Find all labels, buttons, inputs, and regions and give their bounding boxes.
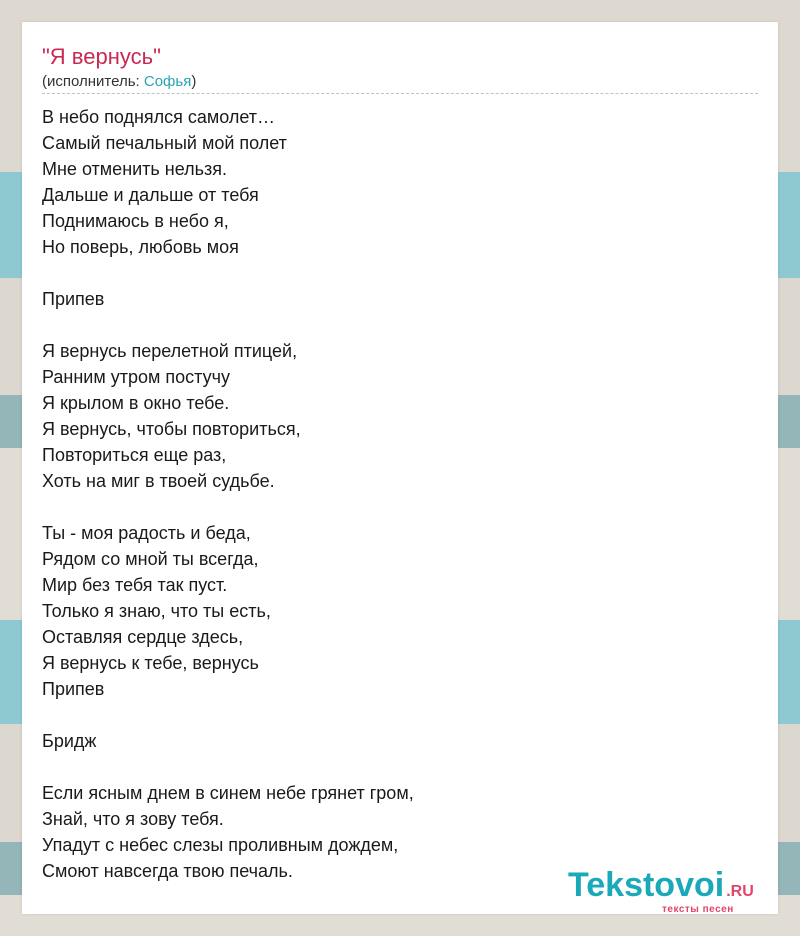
- site-logo[interactable]: [568, 866, 778, 914]
- lyric-line: Мне отменить нельзя.: [42, 159, 228, 179]
- lyric-blank-line: [42, 312, 414, 338]
- lyric-line: Смоют навсегда твою печаль.: [42, 861, 293, 881]
- lyric-line: Рядом со мной ты всегда,: [42, 549, 259, 569]
- lyric-line: Припев: [42, 289, 105, 309]
- lyric-line: Упадут с небес слезы проливным дождем,: [42, 835, 399, 855]
- lyric-line: Я вернусь, чтобы повториться,: [42, 419, 301, 439]
- lyric-line: В небо поднялся самолет…: [42, 107, 276, 127]
- lyric-blank-line: [42, 702, 414, 728]
- lyric-line: Мир без тебя так пуст.: [42, 575, 228, 595]
- lyric-line: Оставляя сердце здесь,: [42, 627, 244, 647]
- lyric-line: Я вернусь перелетной птицей,: [42, 341, 298, 361]
- lyric-line: Я вернусь к тебе, вернусь: [42, 653, 259, 673]
- artist-line: [42, 73, 196, 90]
- lyrics-body: [42, 104, 414, 884]
- logo-tld: .RU: [726, 883, 754, 900]
- lyric-line: Знай, что я зову тебя.: [42, 809, 224, 829]
- logo-tagline: тексты песен: [662, 904, 734, 915]
- lyric-line: Ранним утром постучу: [42, 367, 230, 387]
- lyric-line: Припев: [42, 679, 105, 699]
- lyric-line: Ты - моя радость и беда,: [42, 523, 251, 543]
- lyric-line: Я крылом в окно тебе.: [42, 393, 230, 413]
- lyric-blank-line: [42, 754, 414, 780]
- lyric-blank-line: [42, 494, 414, 520]
- lyric-line: Поднимаюсь в небо я,: [42, 211, 229, 231]
- lyric-line: Самый печальный мой полет: [42, 133, 287, 153]
- lyric-blank-line: [42, 260, 414, 286]
- lyrics-card: [22, 22, 778, 914]
- lyric-line: Но поверь, любовь моя: [42, 237, 239, 257]
- title-divider: [42, 93, 758, 94]
- song-title: "Я вернусь": [42, 44, 161, 69]
- artist-prefix: (исполнитель:: [42, 73, 144, 90]
- logo-word: Tekstovoi: [568, 866, 725, 904]
- artist-link[interactable]: Софья: [143, 73, 192, 90]
- lyric-line: Если ясным днем в синем небе грянет гром,: [42, 783, 414, 803]
- lyric-line: Бридж: [42, 731, 97, 751]
- artist-suffix: ): [191, 73, 197, 90]
- lyric-line: Хоть на миг в твоей судьбе.: [42, 471, 275, 491]
- lyric-line: Дальше и дальше от тебя: [42, 185, 259, 205]
- logo-wordmark: [568, 866, 754, 905]
- lyric-line: Только я знаю, что ты есть,: [42, 601, 271, 621]
- lyric-line: Повториться еще раз,: [42, 445, 227, 465]
